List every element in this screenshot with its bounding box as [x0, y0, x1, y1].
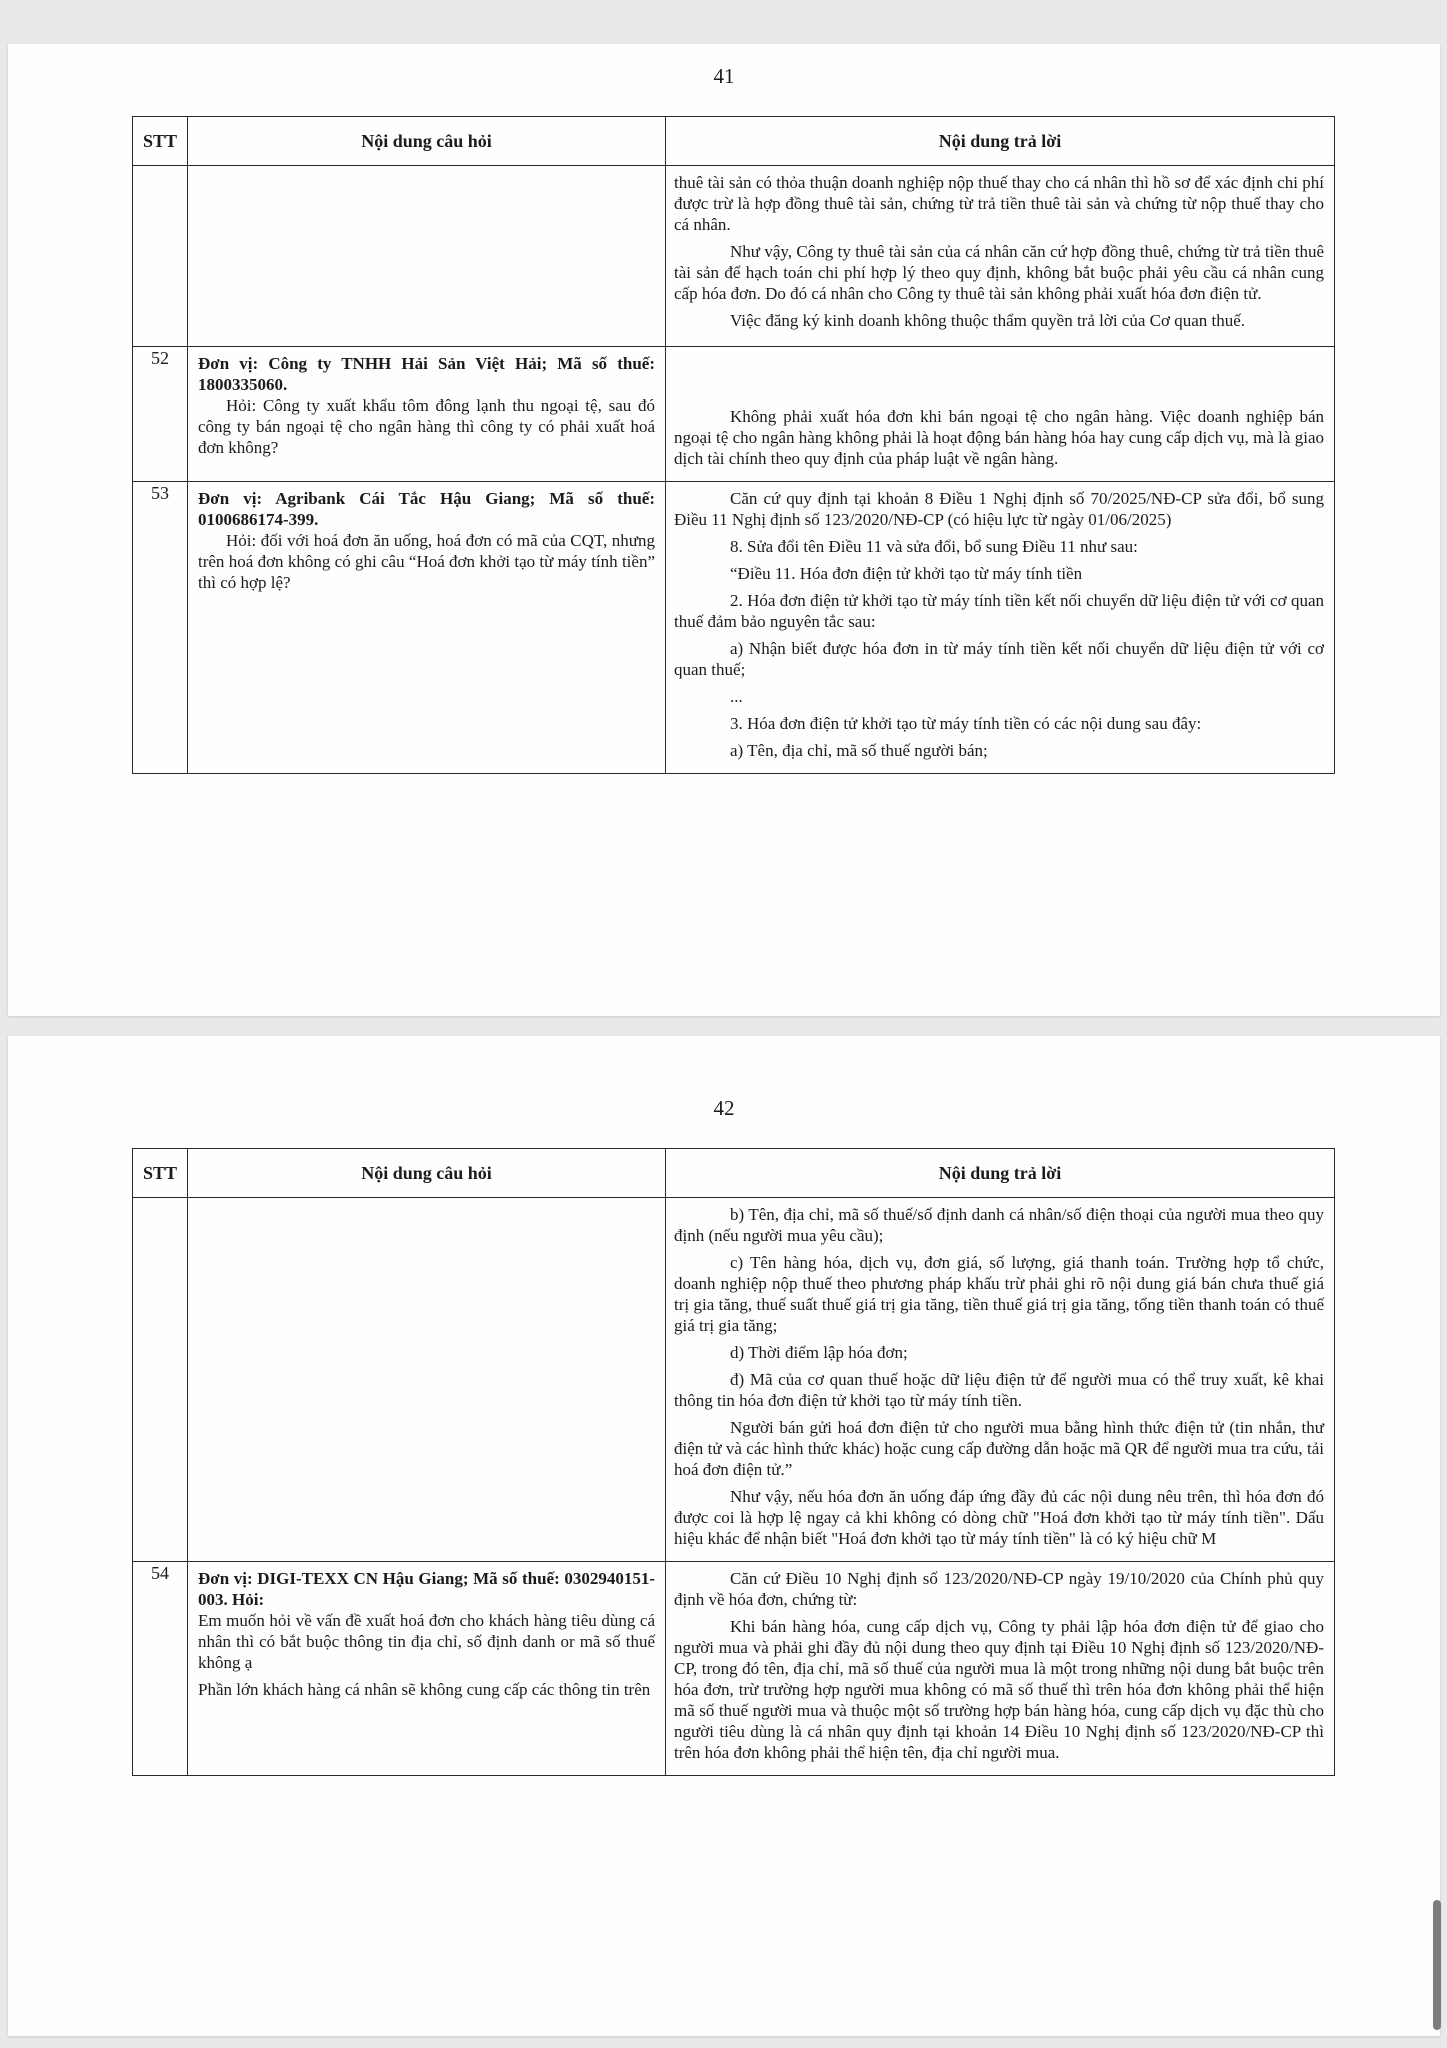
document-page-42	[8, 1036, 1440, 2036]
answer-paragraph: ...	[730, 687, 743, 706]
table-row	[133, 482, 1335, 774]
page-number: 42	[713, 1096, 735, 1120]
answer-cell	[666, 482, 1335, 774]
unit-info: Đơn vị: DIGI-TEXX CN Hậu Giang; Mã số thuế: 0302940151-003. Hỏi:	[198, 1569, 655, 1609]
answer-paragraph: thuê tài sản có thỏa thuận doanh nghiệp nộp thuế thay cho cá nhân thì hồ sơ để xác định chi phí được trừ là hợp đồng thuê tài sản, chứng từ trả tiền thuê tài sản và chứng từ nộp thuế thay cho cá nhân.	[674, 173, 1324, 234]
scrollbar-thumb[interactable]	[1433, 1900, 1441, 2030]
table-header-row	[133, 1149, 1335, 1198]
answer-paragraph: Căn cứ Điều 10 Nghị định số 123/2020/NĐ-CP ngày 19/10/2020 của Chính phủ quy định về hóa đơn, chứng từ:	[674, 1569, 1324, 1609]
header-stt: STT	[133, 117, 188, 166]
answer-paragraph: d) Thời điểm lập hóa đơn;	[730, 1343, 908, 1362]
qa-table	[132, 116, 1335, 774]
document-page-41	[8, 44, 1440, 1016]
qa-table	[132, 1148, 1335, 1776]
answer-paragraph: 8. Sửa đổi tên Điều 11 và sửa đổi, bổ sung Điều 11 như sau:	[730, 537, 1138, 556]
header-question: Nội dung câu hỏi	[188, 117, 666, 166]
header-question: Nội dung câu hỏi	[188, 1149, 666, 1198]
answer-paragraph: Không phải xuất hóa đơn khi bán ngoại tệ cho ngân hàng. Việc doanh nghiệp bán ngoại tệ cho ngân hàng không phải là hoạt động bán hàng hóa hay cung cấp dịch vụ, mà là giao dịch tài chính theo quy định của pháp luật về ngân hàng.	[674, 407, 1324, 468]
scrollbar[interactable]	[1433, 0, 1445, 2048]
header-answer: Nội dung trả lời	[666, 1149, 1335, 1198]
header-stt: STT	[133, 1149, 188, 1198]
answer-cell	[666, 347, 1335, 482]
stt-cell	[133, 166, 188, 347]
question-text: Hỏi: Công ty xuất khẩu tôm đông lạnh thu ngoại tệ, sau đó công ty bán ngoại tệ cho ngân hàng thì công ty có phải xuất hoá đơn không?	[198, 396, 655, 457]
answer-cell	[666, 1562, 1335, 1776]
answer-paragraph: Khi bán hàng hóa, cung cấp dịch vụ, Công ty phải lập hóa đơn điện tử để giao cho người mua và phải ghi đầy đủ nội dung theo quy định tại Điều 10 Nghị định số 123/2020/NĐ-CP, trong đó tên, địa chỉ, mã số thuế của người mua là một trong những nội dung bắt buộc trên hóa đơn, trừ trường hợp người mua không có mã số thuế thì trên hóa đơn không phải thể hiện mã số thuế người mua và thuộc một số trường hợp bán hàng hóa, cung cấp dịch vụ đặc thù cho người tiêu dùng là cá nhân quy định tại khoản 14 Điều 10 Nghị định số 123/2020/NĐ-CP thì trên hóa đơn không phải thể hiện tên, địa chỉ người mua.	[674, 1617, 1324, 1762]
answer-cell	[666, 1198, 1335, 1562]
question-cell	[188, 1198, 666, 1562]
page-number: 41	[713, 64, 735, 88]
answer-paragraph: a) Nhận biết được hóa đơn in từ máy tính tiền kết nối chuyển dữ liệu điện tử với cơ quan thuế;	[674, 639, 1324, 679]
table-row	[133, 166, 1335, 347]
unit-info: Đơn vị: Agribank Cái Tắc Hậu Giang; Mã số thuế: 0100686174-399.	[198, 489, 655, 529]
table-row	[133, 347, 1335, 482]
answer-paragraph: 2. Hóa đơn điện tử khởi tạo từ máy tính tiền kết nối chuyển dữ liệu điện tử với cơ quan thuế đảm bảo nguyên tắc sau:	[674, 591, 1324, 631]
question-cell	[188, 1562, 666, 1776]
answer-paragraph: Như vậy, nếu hóa đơn ăn uống đáp ứng đầy đủ các nội dung nêu trên, thì hóa đơn đó được coi là hợp lệ ngay cả khi không có dòng chữ "Hoá đơn khởi tạo từ máy tính tiền". Dấu hiệu khác để nhận biết "Hoá đơn khởi tạo từ máy tính tiền" là có ký hiệu chữ M	[674, 1487, 1324, 1548]
unit-info: Đơn vị: Công ty TNHH Hải Sản Việt Hải; Mã số thuế: 1800335060.	[198, 354, 655, 394]
question-text: Phần lớn khách hàng cá nhân sẽ không cung cấp các thông tin trên	[198, 1680, 651, 1699]
answer-cell	[666, 166, 1335, 347]
question-cell	[188, 166, 666, 347]
question-text: Em muốn hỏi về vấn đề xuất hoá đơn cho khách hàng tiêu dùng cá nhân thì có bắt buộc thông tin địa chỉ, số định danh or mã số thuế không ạ	[198, 1611, 655, 1672]
answer-paragraph: b) Tên, địa chỉ, mã số thuế/số định danh cá nhân/số điện thoại của người mua theo quy định (nếu người mua yêu cầu);	[674, 1205, 1324, 1245]
answer-paragraph: a) Tên, địa chỉ, mã số thuế người bán;	[730, 741, 988, 760]
answer-paragraph: Căn cứ quy định tại khoản 8 Điều 1 Nghị định số 70/2025/NĐ-CP sửa đổi, bổ sung Điều 11 Nghị định số 123/2020/NĐ-CP (có hiệu lực từ ngày 01/06/2025)	[674, 489, 1324, 529]
answer-paragraph: Việc đăng ký kinh doanh không thuộc thẩm quyền trả lời của Cơ quan thuế.	[730, 311, 1246, 330]
stt-cell: 54	[133, 1562, 188, 1776]
stt-cell	[133, 1198, 188, 1562]
answer-paragraph: c) Tên hàng hóa, dịch vụ, đơn giá, số lượng, giá thanh toán. Trường hợp tổ chức, doanh nghiệp nộp thuế theo phương pháp khấu trừ phải ghi rõ nội dung giá bán chưa thuế giá trị gia tăng, thuế suất thuế giá trị gia tăng, tiền thuế giá trị gia tăng, tổng tiền thanh toán có thuế giá trị gia tăng;	[674, 1253, 1324, 1335]
answer-paragraph: 3. Hóa đơn điện tử khởi tạo từ máy tính tiền có các nội dung sau đây:	[730, 714, 1202, 733]
stt-cell: 52	[133, 347, 188, 482]
answer-paragraph: đ) Mã của cơ quan thuế hoặc dữ liệu điện tử để người mua có thể truy xuất, kê khai thông tin hóa đơn điện tử khởi tạo từ máy tính tiền.	[674, 1370, 1324, 1410]
question-cell	[188, 482, 666, 774]
answer-paragraph: Như vậy, Công ty thuê tài sản của cá nhân căn cứ hợp đồng thuê, chứng từ trả tiền thuê tài sản để hạch toán chi phí hợp lý theo quy định, không bắt buộc phải yêu cầu cá nhân cung cấp hóa đơn. Do đó cá nhân cho Công ty thuê tài sản không phải xuất hóa đơn điện tử.	[674, 242, 1324, 303]
question-cell	[188, 347, 666, 482]
table-row	[133, 1198, 1335, 1562]
question-text: Hỏi: đối với hoá đơn ăn uống, hoá đơn có mã của CQT, nhưng trên hoá đơn không có ghi câu “Hoá đơn khởi tạo từ máy tính tiền” thì có hợp lệ?	[198, 531, 655, 592]
answer-paragraph: “Điều 11. Hóa đơn điện tử khởi tạo từ máy tính tiền	[730, 564, 1083, 583]
answer-paragraph: Người bán gửi hoá đơn điện tử cho người mua bằng hình thức điện tử (tin nhắn, thư điện tử và các hình thức khác) hoặc cung cấp đường dẫn hoặc mã QR để người mua tra cứu, tải hoá đơn điện tử.”	[674, 1418, 1324, 1479]
stt-cell: 53	[133, 482, 188, 774]
header-answer: Nội dung trả lời	[666, 117, 1335, 166]
table-row	[133, 1562, 1335, 1776]
table-header-row	[133, 117, 1335, 166]
